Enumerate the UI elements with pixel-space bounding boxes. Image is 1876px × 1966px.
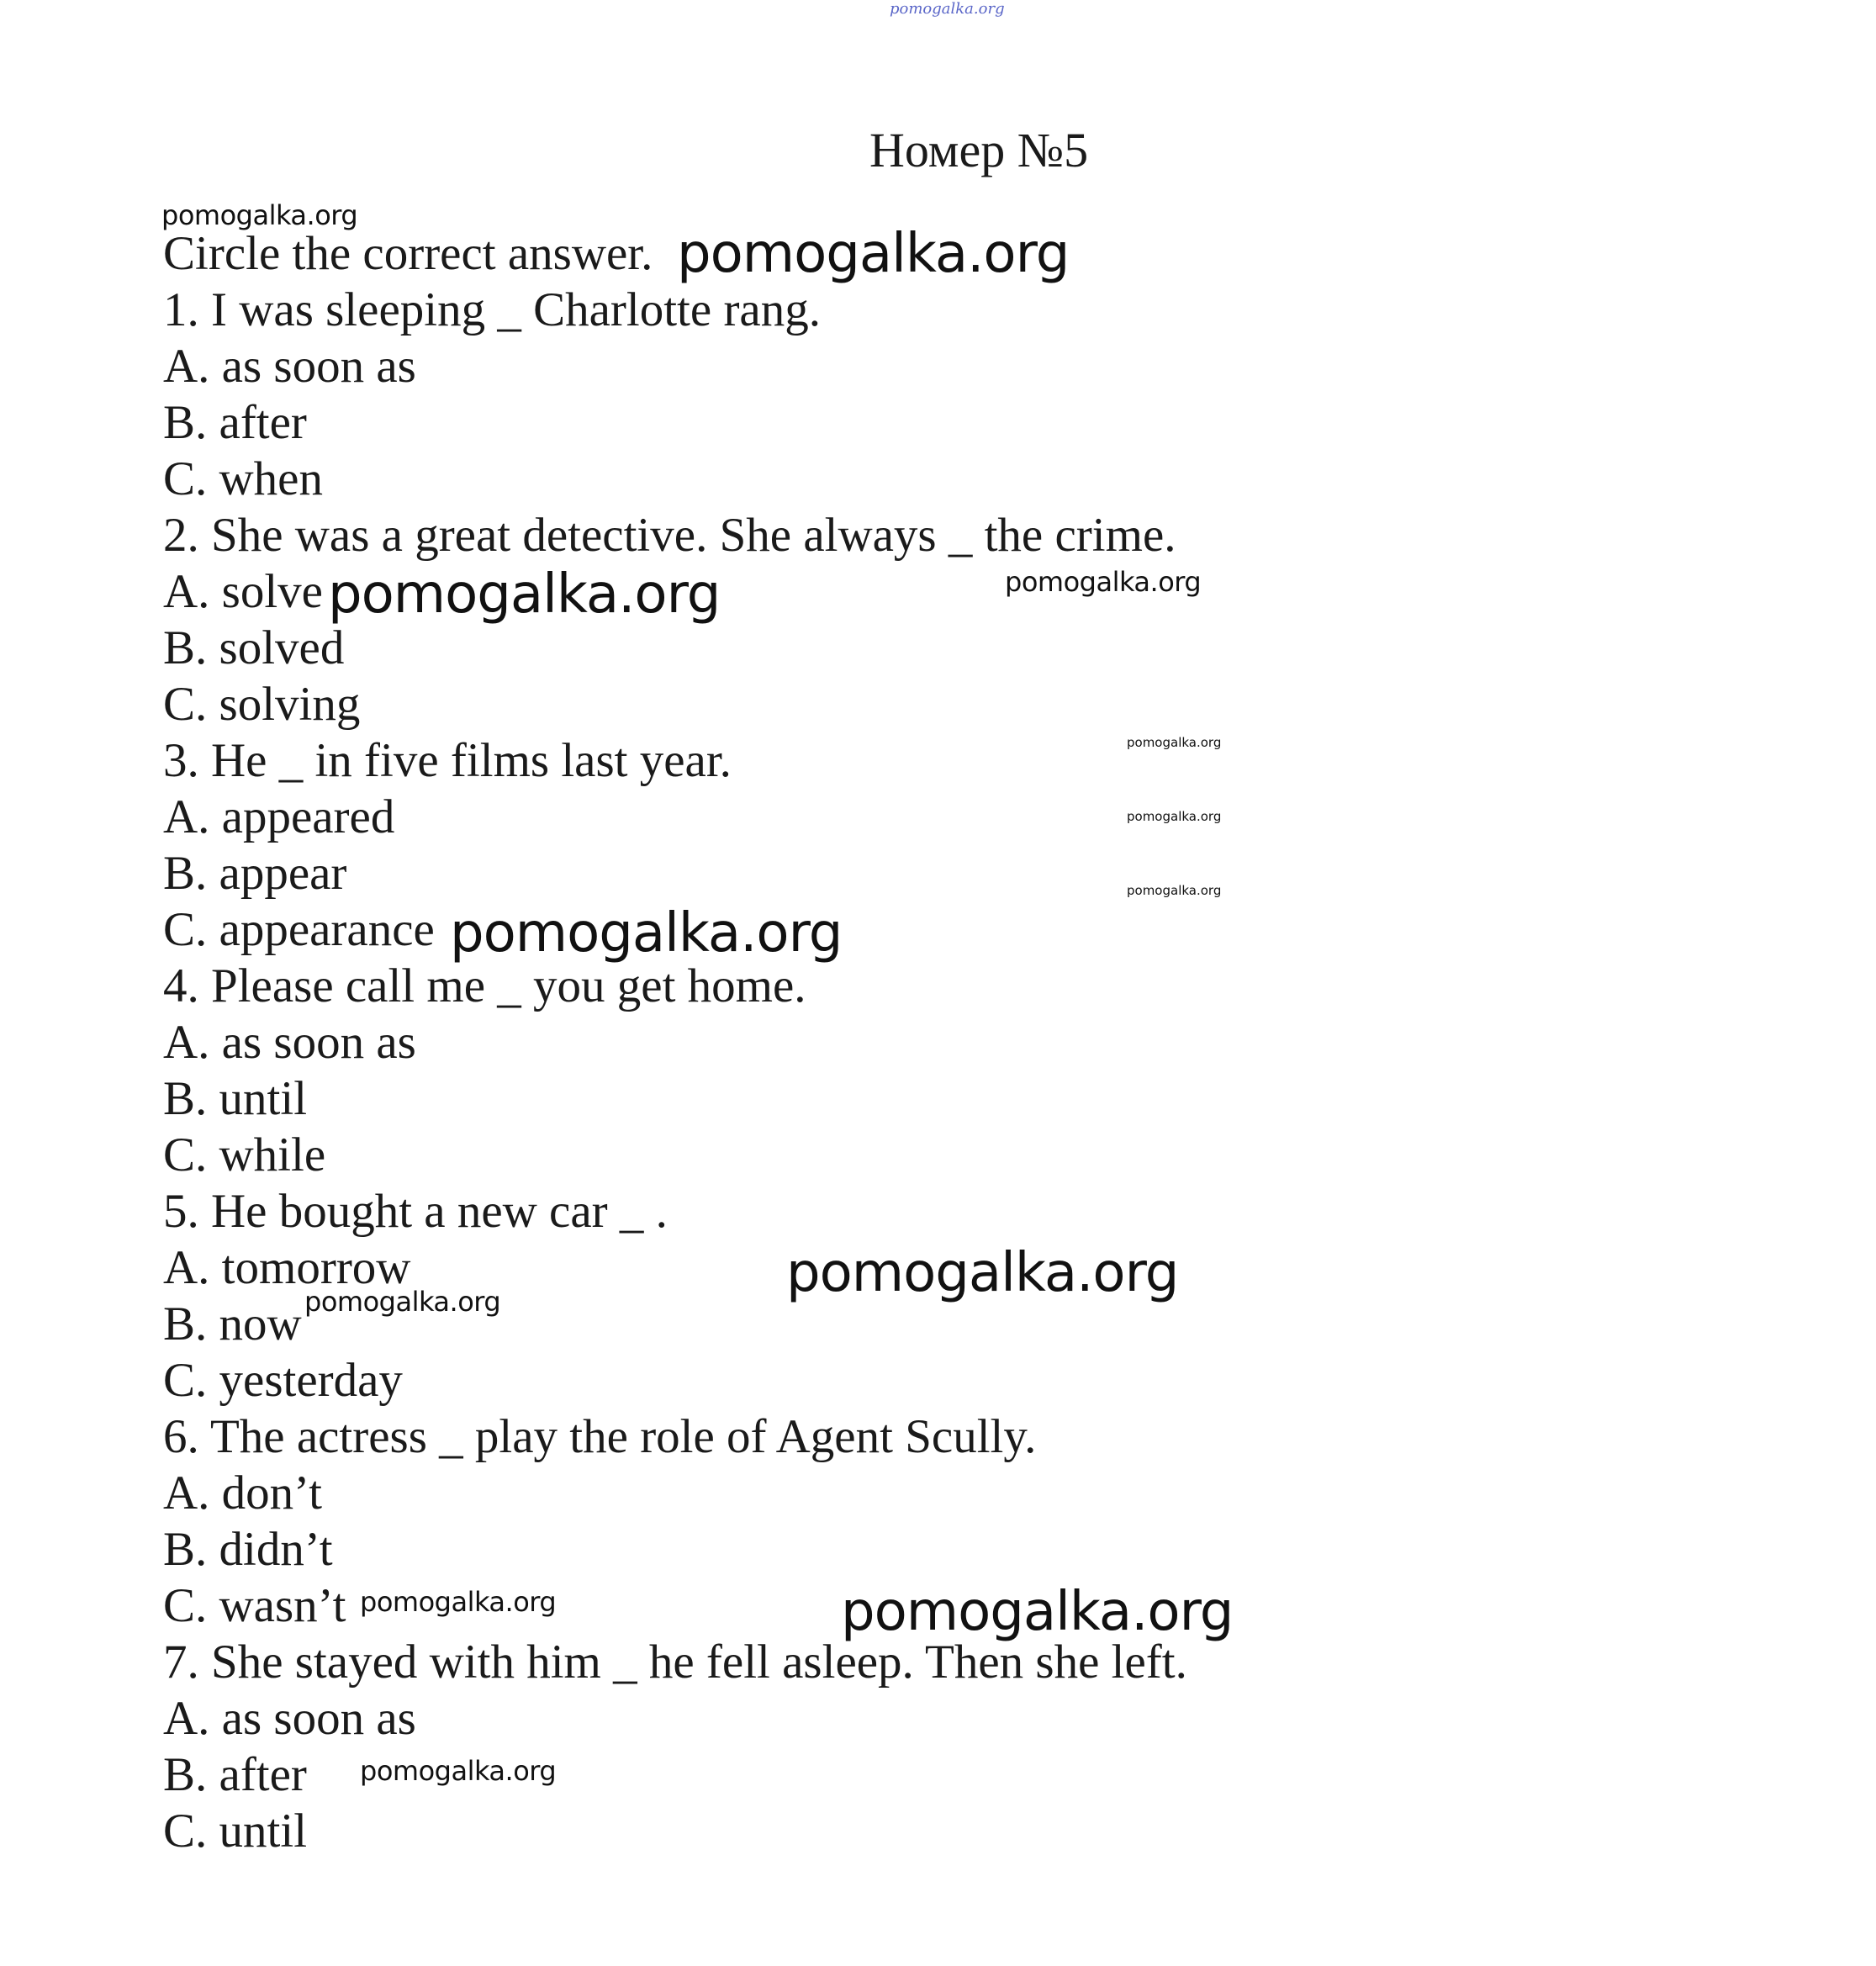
watermark: pomogalka.org [360,1755,557,1787]
option-3c: C. appearance [163,903,435,956]
watermark: pomogalka.org [328,563,721,626]
option-3a: A. appeared [163,790,395,843]
watermark: pomogalka.org [786,1242,1179,1304]
watermark: pomogalka.org [161,199,358,231]
option-4b: B. until [163,1072,308,1125]
option-1a: A. as soon as [163,340,416,393]
option-2b: B. solved [163,621,345,674]
option-7a: A. as soon as [163,1692,416,1745]
option-4c: C. while [163,1128,326,1181]
watermark: pomogalka.org [1127,735,1222,750]
option-5a: A. tomorrow [163,1241,411,1294]
option-7c: C. until [163,1805,308,1858]
header-watermark: pomogalka.org [890,0,1005,18]
page-title: Номер №5 [869,123,1089,177]
option-2a: A. solve [163,565,323,618]
option-6b: B. didn’t [163,1523,333,1576]
option-7b: B. after [163,1748,307,1801]
option-3b: B. appear [163,847,347,900]
instruction: Circle the correct answer. [163,227,653,280]
question-1: 1. I was sleeping _ Charlotte rang. [163,283,821,336]
question-3: 3. He _ in five films last year. [163,734,732,787]
question-7: 7. She stayed with him _ he fell asleep. Then she left. [163,1636,1187,1689]
question-6: 6. The actress _ play the role of Agent Scully. [163,1410,1037,1463]
question-4: 4. Please call me _ you get home. [163,959,806,1012]
option-1b: B. after [163,396,307,449]
option-6a: A. don’t [163,1467,322,1519]
watermark: pomogalka.org [1127,883,1222,898]
option-1c: C. when [163,452,323,505]
watermark: pomogalka.org [304,1286,501,1318]
question-5: 5. He bought a new car _ . [163,1185,668,1238]
watermark: pomogalka.org [841,1581,1234,1643]
watermark: pomogalka.org [1005,566,1202,598]
option-2c: C. solving [163,678,361,731]
watermark: pomogalka.org [677,223,1070,285]
watermark: pomogalka.org [450,902,843,965]
watermark: pomogalka.org [360,1586,557,1618]
question-2: 2. She was a great detective. She always _ the crime. [163,509,1176,562]
option-4a: A. as soon as [163,1016,416,1069]
option-6c: C. wasn’t [163,1579,346,1632]
option-5b: B. now [163,1297,302,1350]
watermark: pomogalka.org [1127,809,1222,824]
option-5c: C. yesterday [163,1354,403,1407]
